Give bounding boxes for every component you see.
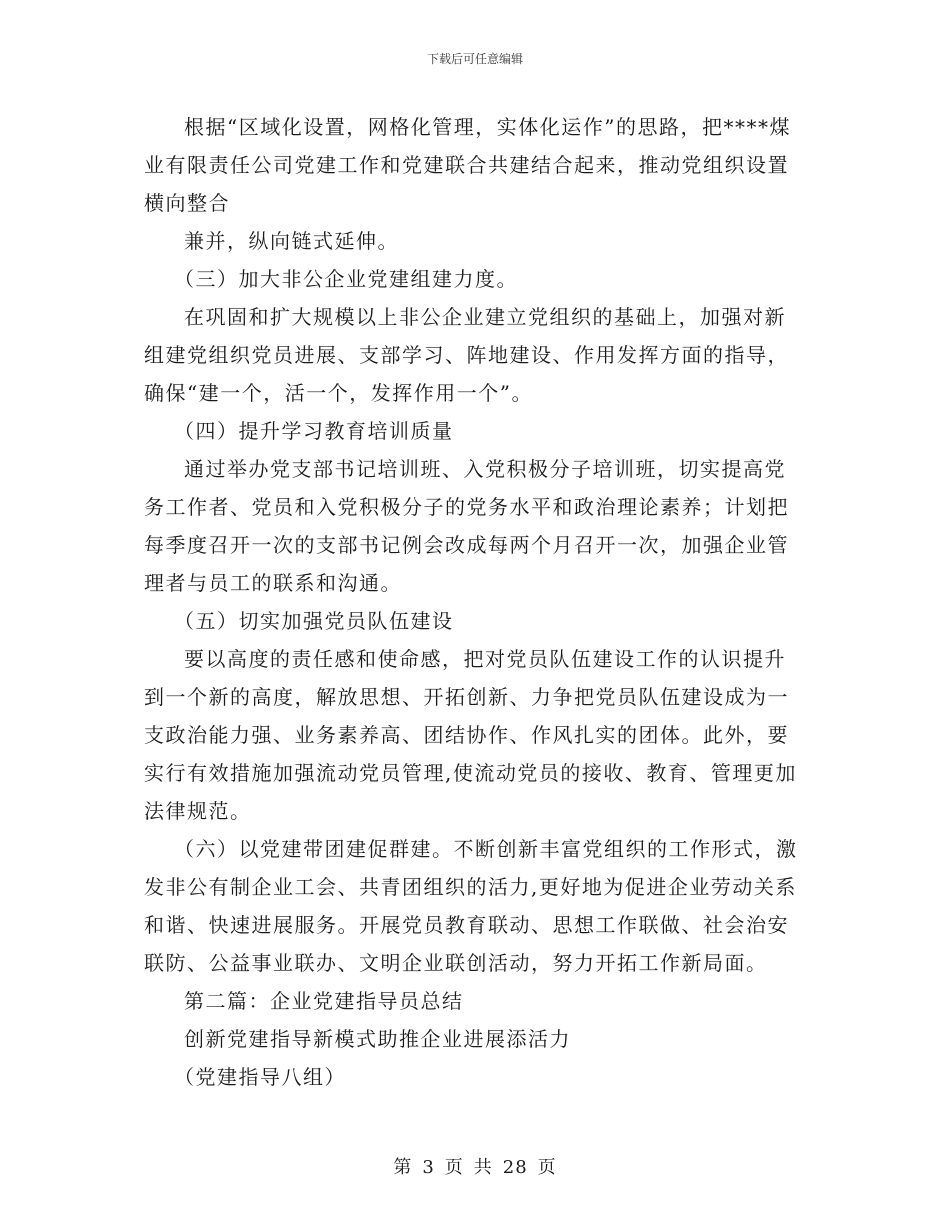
paragraph-3: 在巩固和扩大规模以上非公企业建立党组织的基础上，加强对新组建党组织党员进展、支部学习、阵地建设、作用发挥方面的指导，确保“建一个，活一个，发挥作用一个”。	[144, 305, 789, 405]
article-title: 创新党建指导新模式助推企业进展添活力	[184, 1027, 571, 1051]
footer-di: 第	[393, 1157, 413, 1178]
chapter-title: 第二篇：企业党建指导员总结	[184, 989, 464, 1013]
footer-ye: 页	[444, 1157, 464, 1178]
page-footer	[0, 1153, 950, 1179]
heading-section-3: （三）加大非公企业党建组建力度。	[174, 267, 518, 291]
paragraph-1: 根据“区域化设置，网格化管理，实体化运作”的思路，把****煤业有限责任公司党建工作和党建联合共建结合起来，推动党组织设置横向整合	[144, 115, 791, 215]
paragraph-5: 要以高度的责任感和使命感，把对党员队伍建设工作的认识提升到一个新的高度，解放思想、开拓创新、力争把党员队伍建设成为一支政治能力强、业务素养高、团结协作、作风扎实的团体。此外，要实行有效措施加强流动党员管理,使流动党员的接收、教育、管理更加法律规范。	[144, 647, 797, 823]
heading-section-5: （五）切实加强党员队伍建设	[174, 609, 454, 633]
footer-gong: 共	[473, 1157, 493, 1178]
footer-total-pages: 28	[502, 1157, 528, 1178]
footer-page-number: 3	[422, 1157, 435, 1178]
paragraph-4: 通过举办党支部书记培训班、入党积极分子培训班，切实提高党务工作者、党员和入党积极分子的党务水平和政治理论素养；计划把每季度召开一次的支部书记例会改成每两个月召开一次，加强企业管理者与员工的联系和沟通。	[144, 457, 789, 595]
page-header: 下载后可任意编辑	[426, 52, 523, 66]
document-body	[144, 108, 804, 1096]
paragraph-6: （六）以党建带团建促群建。不断创新丰富党组织的工作形式，激发非公有制企业工会、共青团组织的活力,更好地为促进企业劳动关系和谐、快速进展服务。开展党员教育联动、思想工作联做、社会治安联防、公益事业联办、文明企业联创活动，努力开拓工作新局面。	[144, 837, 798, 975]
heading-section-4: （四）提升学习教育培训质量	[174, 419, 454, 443]
article-subtitle: （党建指导八组）	[174, 1065, 346, 1089]
paragraph-2: 兼并，纵向链式延伸。	[184, 229, 399, 253]
footer-ye-2: 页	[537, 1157, 557, 1178]
